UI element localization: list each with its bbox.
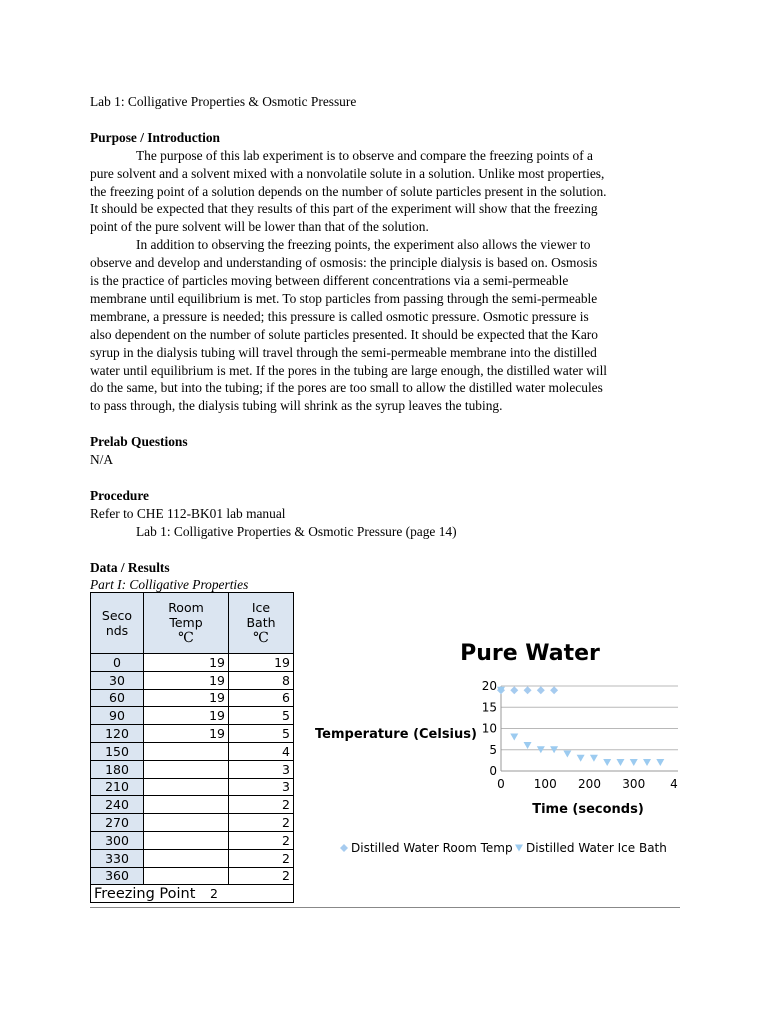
- header-room-temp: Room Temp ℃: [144, 593, 229, 654]
- prelab-heading: Prelab Questions: [90, 434, 188, 450]
- purpose-line: It should be expected that they results of this part of the experiment will show that the freezing: [90, 201, 598, 217]
- table-row: 210 3: [91, 778, 294, 796]
- freezing-point-row: [91, 885, 294, 903]
- purpose-line: point of the pure solvent will be lower than that of the solution.: [90, 219, 429, 235]
- x-axis-title: Time (seconds): [532, 802, 644, 817]
- ice-bath-point: [524, 742, 532, 749]
- y-tick-label: 15: [481, 700, 497, 715]
- table-row: 120 19 5: [91, 725, 294, 743]
- ice-bath-point: [630, 759, 638, 766]
- y-tick-label: 20: [481, 679, 497, 693]
- purpose-line: to pass through, the dialysis tubing will shrink as the syrup leaves the tubing.: [90, 398, 503, 414]
- legend-room-label: Distilled Water Room Temp: [351, 841, 513, 855]
- x-tick-label: 300: [622, 777, 646, 791]
- x-tick-label: 200: [578, 777, 601, 791]
- purpose-line: The purpose of this lab experiment is to observe and compare the freezing points of a: [136, 147, 593, 163]
- table-row: 0 19 19: [91, 654, 294, 672]
- ice-bath-point: [603, 759, 611, 766]
- purpose-line: In addition to observing the freezing points, the experiment also allows the viewer to: [136, 237, 591, 253]
- purpose-line: observe and develop and understanding of osmosis: the principle dialysis is based on. Osmosis: [90, 255, 598, 271]
- chart-title: Pure Water: [460, 641, 600, 666]
- table-row: 300 2: [91, 831, 294, 849]
- table-row: 90 19 5: [91, 707, 294, 725]
- y-axis-title: Temperature (Celsius): [315, 727, 477, 742]
- freezing-point-label: Freezing Point: [94, 885, 196, 902]
- y-tick-label: 0: [489, 764, 497, 778]
- chart-svg: [300, 630, 685, 870]
- y-tick-label: 5: [489, 742, 497, 757]
- y-tick-label: 10: [481, 721, 497, 736]
- x-tick-label: 0: [497, 777, 505, 791]
- ice-bath-point: [643, 759, 651, 766]
- ice-bath-point: [590, 755, 598, 762]
- room-temp-point: [550, 686, 558, 694]
- results-part-label: Part I: Colligative Properties: [90, 577, 249, 593]
- document-body: [90, 93, 680, 594]
- purpose-line: pure solvent and a solvent mixed with a nonvolatile solute in a solution. Unlike most properties,: [90, 165, 605, 181]
- purpose-line: membrane, a pressure is needed; this pressure is called osmotic pressure. Osmotic pressure is: [90, 308, 589, 324]
- table-row: 360 2: [91, 867, 294, 885]
- room-temp-point: [537, 686, 545, 694]
- pure-water-chart: [300, 630, 685, 870]
- x-tick-label: 100: [533, 777, 557, 791]
- ice-bath-point: [577, 755, 585, 762]
- table-row: 30 19 8: [91, 671, 294, 689]
- purpose-line: water until equilibrium is met. If the pores in the tubing are large enough, the distilled water will: [90, 362, 608, 378]
- procedure-line: Lab 1: Colligative Properties & Osmotic Pressure (page 14): [136, 523, 457, 539]
- table-row: 150 4: [91, 742, 294, 760]
- table-row: 180 3: [91, 760, 294, 778]
- purpose-line: also dependent on the number of solute particles presented. It should be expected that the Karo: [90, 326, 598, 342]
- legend-ice-marker: [515, 845, 523, 852]
- procedure-line: Refer to CHE 112-BK01 lab manual: [90, 505, 286, 521]
- purpose-line: do the same, but into the tubing; if the pores are too small to allow the distilled water molecules: [90, 380, 603, 396]
- doc-title: Lab 1: Colligative Properties & Osmotic Pressure: [90, 94, 357, 109]
- ice-bath-point: [510, 734, 518, 741]
- header-seconds: Seco nds: [91, 593, 144, 654]
- purpose-line: is the practice of particles moving between different concentrations via a semi-permeable: [90, 273, 569, 289]
- room-temp-point: [510, 686, 518, 694]
- results-heading: Data / Results: [90, 559, 170, 575]
- freezing-point-value: 2: [210, 885, 218, 901]
- legend-room-marker: [340, 844, 348, 852]
- purpose-line: syrup in the dialysis tubing will travel through the semi-permeable membrane into the distilled: [90, 344, 597, 360]
- bottom-rule: [90, 907, 680, 908]
- header-ice-bath: Ice Bath ℃: [229, 593, 294, 654]
- ice-bath-point: [616, 759, 624, 766]
- table-row: 330 2: [91, 849, 294, 867]
- legend-ice-label: Distilled Water Ice Bath: [526, 841, 667, 855]
- x-tick-label: 4: [670, 777, 678, 791]
- prelab-text: N/A: [90, 452, 114, 468]
- table-row: 60 19 6: [91, 689, 294, 707]
- purpose-heading: Purpose / Introduction: [90, 129, 220, 145]
- procedure-heading: Procedure: [90, 487, 150, 503]
- purpose-line: membrane until equilibrium is met. To stop particles from passing through the semi-permeable: [90, 290, 598, 306]
- room-temp-point: [524, 686, 532, 694]
- ice-bath-point: [563, 751, 571, 758]
- ice-bath-point: [656, 759, 664, 766]
- table-row: 240 2: [91, 796, 294, 814]
- table-row: 270 2: [91, 814, 294, 832]
- purpose-line: the freezing point of a solution depends on the number of solute particles present in the solution.: [90, 183, 607, 199]
- temperature-table: [90, 592, 294, 903]
